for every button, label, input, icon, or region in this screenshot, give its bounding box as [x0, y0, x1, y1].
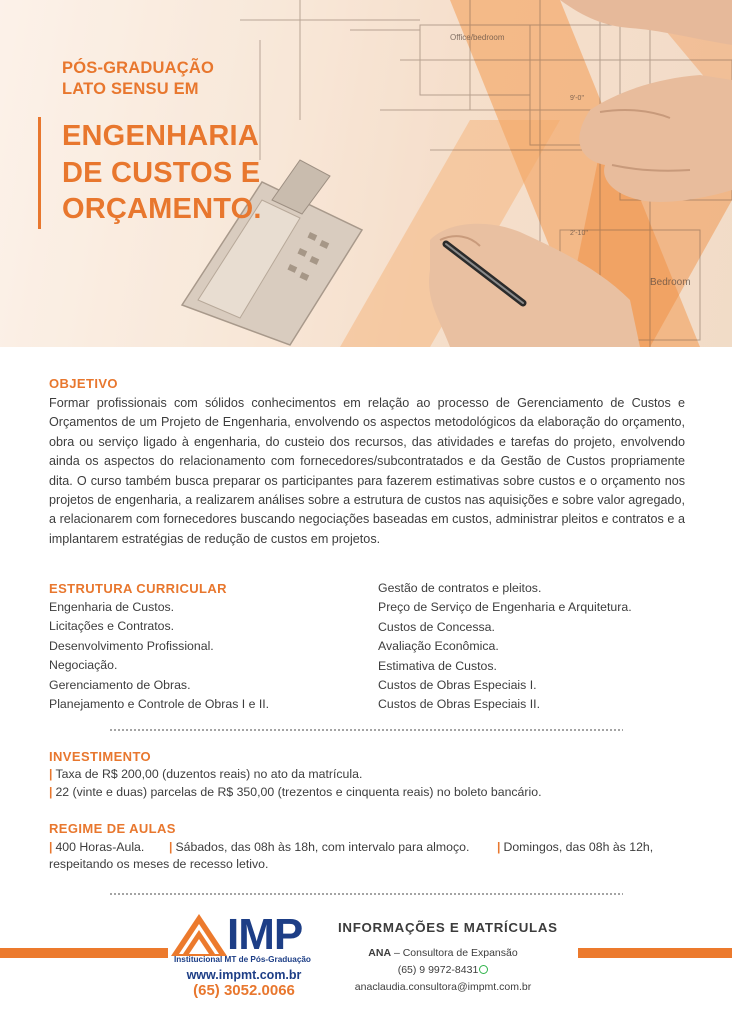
separator-bar: | — [49, 785, 53, 799]
contact-email[interactable]: anaclaudia.consultora@impmt.com.br — [354, 981, 532, 993]
regime-item-text: Domingos, das 08h às 12h, — [503, 840, 654, 854]
regime-continuation: respeitando os meses de recesso letivo. — [49, 857, 269, 871]
curriculum-item: Gestão de contratos e pleitos. — [378, 581, 542, 595]
regime-item — [169, 838, 469, 856]
regime-title: REGIME DE AULAS — [49, 821, 176, 836]
contact-role: – Consultora de Expansão — [391, 947, 518, 959]
objetivo-text: Formar profissionais com sólidos conhecimentos em relação ao processo de Gerenciamento de Custos e Orçamentos de um Projeto de Engenharia, envolvendo os aspectos metodológicos da elaboração do orçamento, obra ou serviço ligado à engenharia, do custeio dos recursos, das atividades e tarefas do projeto, envolvendo ainda os aspectos do relacionamento com fornecedores/subcontratados e da Gestão de Custos propriamente dita. O curso também busca preparar os participantes para fazerem estimativas sobre custos e o orçamento nos projetos de engenharia, a realizarem análises sobre a estrutura de custos nas aquisições e sobre valor agregado, a relacionarem com fornecedores buscando negociações baseadas em custos, administrar pleitos e contratos e a implantarem estratégias de redução de custos em projetos. — [49, 396, 685, 546]
whatsapp-icon — [479, 965, 488, 974]
regime-item — [49, 838, 144, 856]
curriculum-right-list — [378, 579, 632, 715]
footer-orange-band-left — [0, 948, 168, 958]
curriculum-item: Planejamento e Controle de Obras I e II. — [49, 697, 270, 712]
dotted-divider — [109, 729, 623, 731]
footer-orange-band-right — [578, 948, 732, 958]
hero-title-line: DE CUSTOS E — [62, 156, 261, 189]
logo-wordmark: IMP — [227, 910, 303, 959]
curriculum-item: Custos de Obras Especiais I. — [378, 678, 537, 693]
hero-subtitle — [62, 58, 214, 100]
blueprint-label: Bedroom — [650, 277, 691, 288]
contact-phone-line — [338, 964, 548, 976]
hero-banner — [0, 0, 732, 347]
hero-subtitle-line: PÓS-GRADUAÇÃO — [62, 59, 215, 77]
main-phone: (65) 3052.0066 — [193, 982, 295, 999]
separator-bar: | — [497, 840, 501, 854]
curriculum-item: Avaliação Econômica. — [378, 639, 499, 654]
curriculum-item: Desenvolvimento Profissional. — [49, 638, 214, 653]
curriculum-item: Engenharia de Custos. — [49, 600, 175, 614]
curriculum-item: Estimativa de Custos. — [378, 658, 497, 673]
contact-line — [338, 947, 548, 959]
info-title: INFORMAÇÕES E MATRÍCULAS — [338, 920, 558, 935]
regime-item-text: 400 Horas-Aula. — [55, 840, 145, 854]
investimento-item — [49, 783, 541, 801]
blueprint-label: 9'-0" — [570, 95, 584, 102]
dotted-divider — [109, 893, 623, 895]
hero-accent-bar — [38, 117, 41, 229]
hero-title-line: ENGENHARIA — [62, 120, 259, 152]
logo-tagline: Institucional MT de Pós-Graduação — [174, 955, 311, 964]
curriculum-item: Licitações e Contratos. — [49, 619, 175, 634]
objetivo-title: OBJETIVO — [49, 376, 118, 391]
curriculum-item: Preço de Serviço de Engenharia e Arquitetura. — [378, 600, 632, 615]
hero-subtitle-line: LATO SENSU EM — [62, 80, 199, 98]
curriculum-item: Gerenciamento de Obras. — [49, 677, 191, 692]
separator-bar: | — [169, 840, 173, 854]
curriculum-item: Custos de Obras Especiais II. — [378, 697, 540, 712]
investimento-item-text: 22 (vinte e duas) parcelas de R$ 350,00 (trezentos e cinquenta reais) no boleto bancário. — [55, 785, 542, 799]
contact-name: ANA — [368, 947, 392, 959]
contact-phone: (65) 9 9972-8431 — [397, 964, 479, 976]
separator-bar: | — [49, 840, 53, 854]
estrutura-title: ESTRUTURA CURRICULAR — [49, 581, 227, 596]
hero-title-line: ORÇAMENTO. — [62, 193, 262, 225]
blueprint-label: 2'-10" — [570, 230, 588, 237]
investimento-item-text: Taxa de R$ 200,00 (duzentos reais) no ato da matrícula. — [55, 767, 363, 781]
hero-title — [62, 118, 262, 228]
imp-logo-icon — [171, 914, 227, 956]
investimento-title: INVESTIMENTO — [49, 749, 152, 764]
investimento-item — [49, 765, 362, 783]
curriculum-item: Negociação. — [49, 658, 118, 673]
curriculum-left-list — [49, 598, 269, 714]
regime-item — [497, 838, 653, 856]
separator-bar: | — [49, 767, 53, 781]
blueprint-label: Office/bedroom — [450, 33, 505, 42]
website-link[interactable]: www.impmt.com.br — [186, 968, 302, 982]
regime-item-text: Sábados, das 08h às 18h, com intervalo para almoço. — [175, 840, 470, 854]
curriculum-item: Custos de Concessa. — [378, 619, 495, 634]
